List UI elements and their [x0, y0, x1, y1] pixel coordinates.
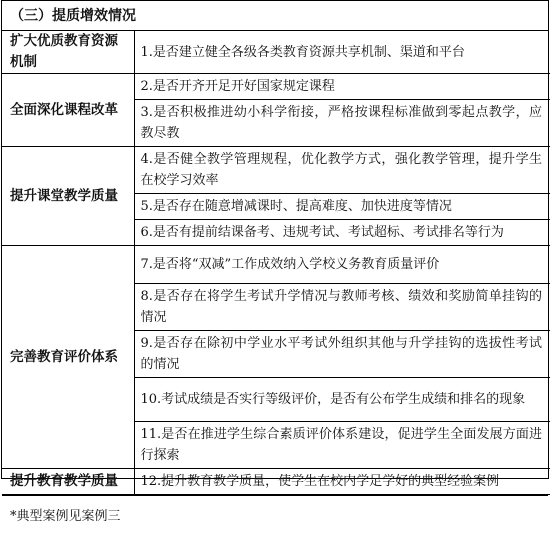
item-cell: 3.是否积极推进幼小科学衔接，严格按课程标准做到零起点教学，应教尽教	[134, 100, 550, 147]
table-row	[2, 469, 550, 495]
item-cell: 8.是否存在将学生考试升学情况与教师考核、绩效和奖励简单挂钩的情况	[134, 284, 550, 331]
item-cell: 11.是否在推进学生综合素质评价体系建设，促进学生全面发展方面进行探索	[134, 422, 550, 469]
table-row	[2, 74, 550, 100]
case-note: *典型案例见案例三	[2, 495, 548, 539]
category-cell: 全面深化课程改革	[2, 74, 134, 147]
category-cell: 提升教育教学质量	[2, 469, 134, 495]
quality-table-sheet	[1, 0, 549, 524]
table-row	[2, 246, 550, 284]
category-cell: 扩大优质教育资源机制	[2, 31, 134, 74]
item-cell: 4.是否健全教学管理规程，优化教学方式，强化教学管理，提升学生在校学习效率	[134, 147, 550, 194]
item-cell: 12.提升教育教学质量，使学生在校内学足学好的典型经验案例	[134, 469, 550, 495]
table-row	[2, 31, 550, 74]
item-cell: 6.是否有提前结课备考、违规考试、考试超标、考试排名等行为	[134, 220, 550, 246]
item-cell: 2.是否开齐开足开好国家规定课程	[134, 74, 550, 100]
item-cell: 9.是否存在除初中学业水平考试外组织其他与升学挂钩的选拔性考试的情况	[134, 331, 550, 378]
item-cell: 10.考试成绩是否实行等级评价，是否有公布学生成绩和排名的现象	[134, 378, 550, 422]
item-cell: 5.是否存在随意增减课时、提高难度、加快进度等情况	[134, 194, 550, 220]
item-cell: 1.是否建立健全各级各类教育资源共享机制、渠道和平台	[134, 31, 550, 74]
table-row	[2, 147, 550, 194]
evaluation-table	[2, 31, 550, 495]
category-cell: 提升课堂教学质量	[2, 147, 134, 246]
section-title: （三）提质增效情况	[2, 1, 548, 31]
category-cell: 完善教育评价体系	[2, 246, 134, 469]
item-cell: 7.是否将“双减”工作成效纳入学校义务教育质量评价	[134, 246, 550, 284]
